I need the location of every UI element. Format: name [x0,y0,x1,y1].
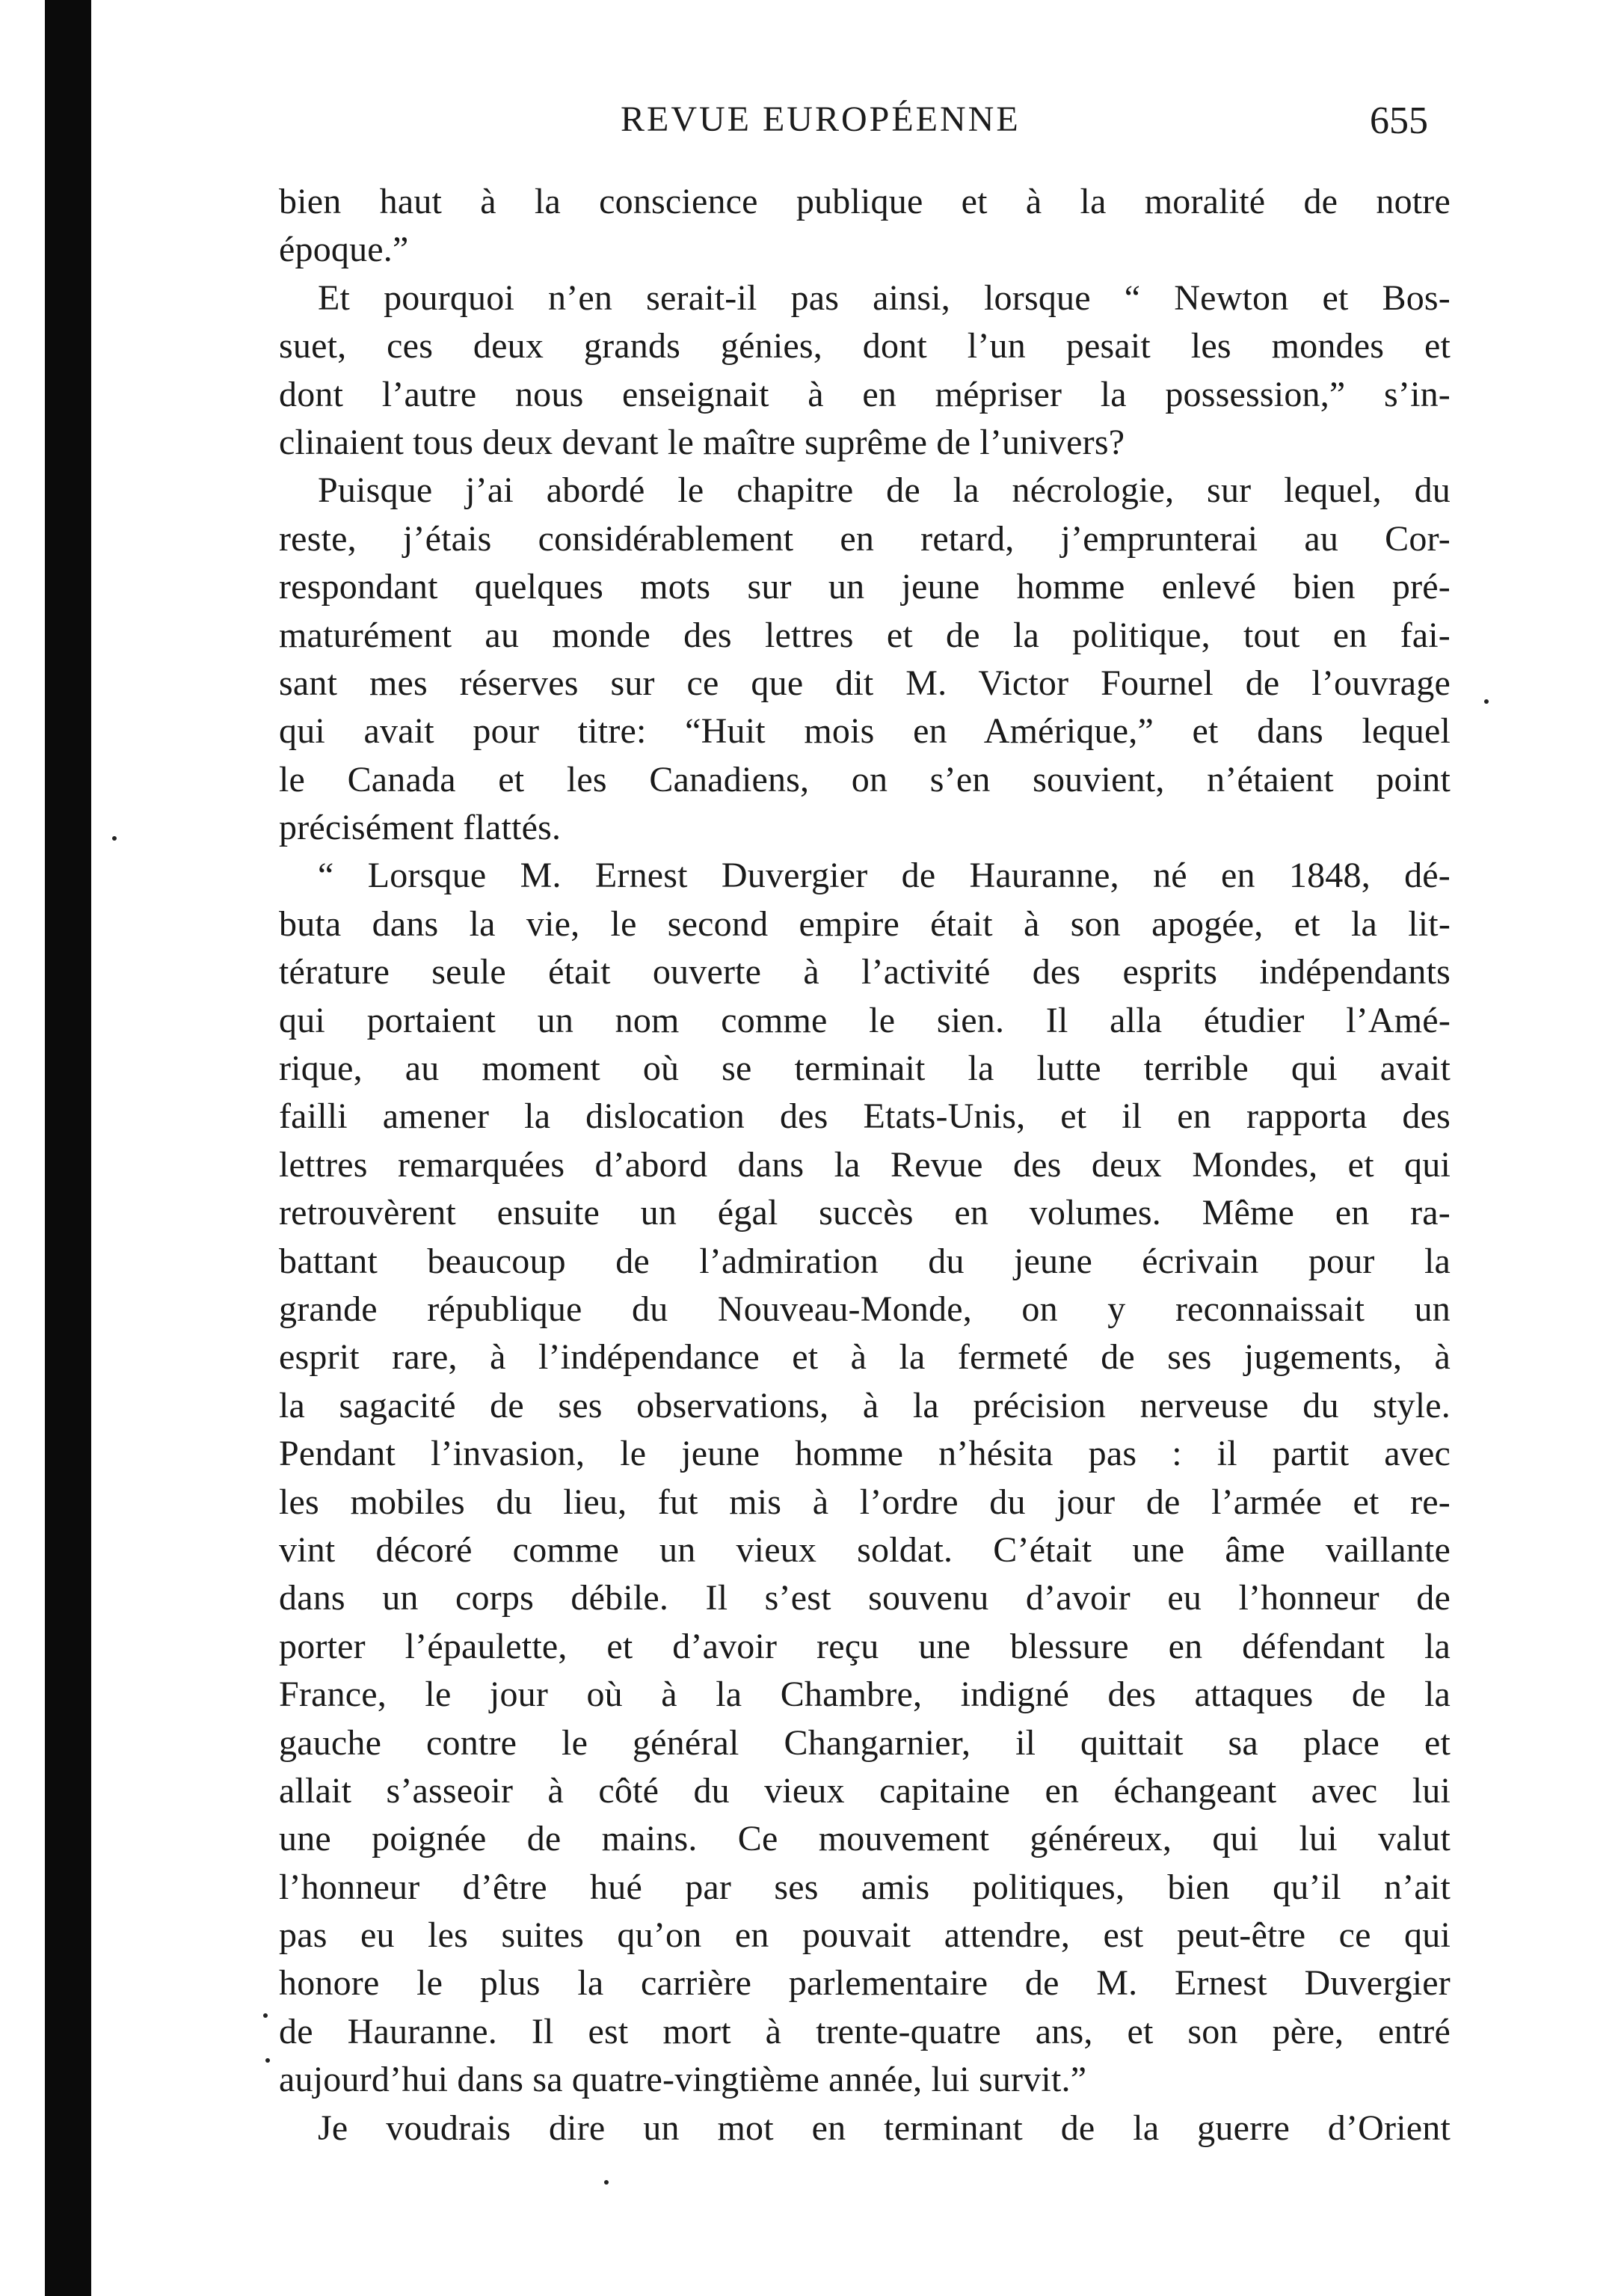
running-title: REVUE EUROPÉENNE [621,99,1021,139]
text-line: aujourd’hui dans sa quatre-vingtième année, lui survit.” [279,2060,1087,2100]
text-line: une poignée de mains. Ce mouvement généreux, qui lui valut [279,1819,1451,1859]
text-line: grande république du Nouveau-Monde, on y reconnaissait un [279,1289,1451,1329]
text-line: qui avait pour titre: “Huit mois en Amérique,” et dans lequel [279,711,1451,752]
text-line: sant mes réserves sur ce que dit M. Victor Fournel de l’ouvrage [279,663,1451,703]
paragraph-first-line: “ Lorsque M. Ernest Duvergier de Hauranne, né en 1848, dé- [318,856,1451,896]
text-line: de Hauranne. Il est mort à trente-quatre ans, et son père, entré [279,2011,1451,2051]
text-line: époque.” [279,230,409,270]
print-speck [265,2058,270,2063]
page-number: 655 [1370,99,1428,142]
text-line: gauche contre le général Changarnier, il quittait sa place et [279,1722,1451,1763]
print-speck [604,2180,609,2185]
text-line: maturément au monde des lettres et de la politique, tout en fai- [279,615,1451,655]
print-speck [112,836,117,841]
text-line: failli amener la dislocation des Etats-Unis, et il en rapporta des [279,1096,1451,1137]
text-line: rique, au moment où se terminait la lutte terrible qui avait [279,1049,1451,1089]
text-line: dans un corps débile. Il s’est souvenu d’avoir eu l’honneur de [279,1578,1451,1618]
text-line: la sagacité de ses observations, à la précision nerveuse du style. [279,1385,1451,1425]
text-line: les mobiles du lieu, fut mis à l’ordre du jour de l’armée et re- [279,1482,1451,1522]
text-line: pas eu les suites qu’on en pouvait attendre, est peut-être ce qui [279,1915,1451,1956]
text-line: térature seule était ouverte à l’activité des esprits indépendants [279,952,1451,992]
text-line: suet, ces deux grands génies, dont l’un pesait les mondes et [279,326,1451,366]
text-line: vint décoré comme un vieux soldat. C’était une âme vaillante [279,1529,1451,1570]
text-line: Pendant l’invasion, le jeune homme n’hésita pas : il partit avec [279,1434,1451,1474]
print-speck [1484,699,1489,704]
text-line: France, le jour où à la Chambre, indigné des attaques de la [279,1675,1451,1715]
paragraph-first-line: Je voudrais dire un mot en terminant de la guerre d’Orient [318,2108,1451,2148]
text-line: porter l’épaulette, et d’avoir reçu une blessure en défendant la [279,1626,1451,1666]
text-line: bien haut à la conscience publique et à la moralité de notre [279,182,1451,221]
text-line: esprit rare, à l’indépendance et à la fermeté de ses jugements, à [279,1337,1451,1378]
paragraph-first-line: Puisque j’ai abordé le chapitre de la nécrologie, sur lequel, du [318,470,1451,511]
body-text [279,178,1451,2152]
text-line: buta dans la vie, le second empire était à son apogée, et la lit- [279,903,1451,944]
text-line: l’honneur d’être hué par ses amis politiques, bien qu’il n’ait [279,1867,1451,1907]
text-line: dont l’autre nous enseignait à en mépriser la possession,” s’in- [279,374,1451,414]
text-line: clinaient tous deux devant le maître suprême de l’univers? [279,422,1125,462]
text-line: retrouvèrent ensuite un égal succès en volumes. Même en ra- [279,1193,1451,1233]
text-line: lettres remarquées d’abord dans la Revue des deux Mondes, et qui [279,1144,1451,1185]
text-line: allait s’asseoir à côté du vieux capitaine en échangeant avec lui [279,1770,1451,1811]
text-line: le Canada et les Canadiens, on s’en souvient, n’étaient point [279,759,1451,799]
print-speck [263,2013,268,2018]
text-line: précisément flattés. [279,808,562,848]
text-line: qui portaient un nom comme le sien. Il alla étudier l’Amé- [279,1000,1451,1040]
binding-edge [45,0,91,2296]
text-line: honore le plus la carrière parlementaire de M. Ernest Duvergier [279,1963,1451,2004]
paragraph-first-line: Et pourquoi n’en serait-il pas ainsi, lorsque “ Newton et Bos- [318,277,1451,318]
text-line: respondant quelques mots sur un jeune homme enlevé bien pré- [279,567,1451,607]
running-head [284,90,1436,150]
text-line: battant beaucoup de l’admiration du jeune écrivain pour la [279,1241,1451,1281]
text-line: reste, j’étais considérablement en retard, j’emprunterai au Cor- [279,518,1451,559]
